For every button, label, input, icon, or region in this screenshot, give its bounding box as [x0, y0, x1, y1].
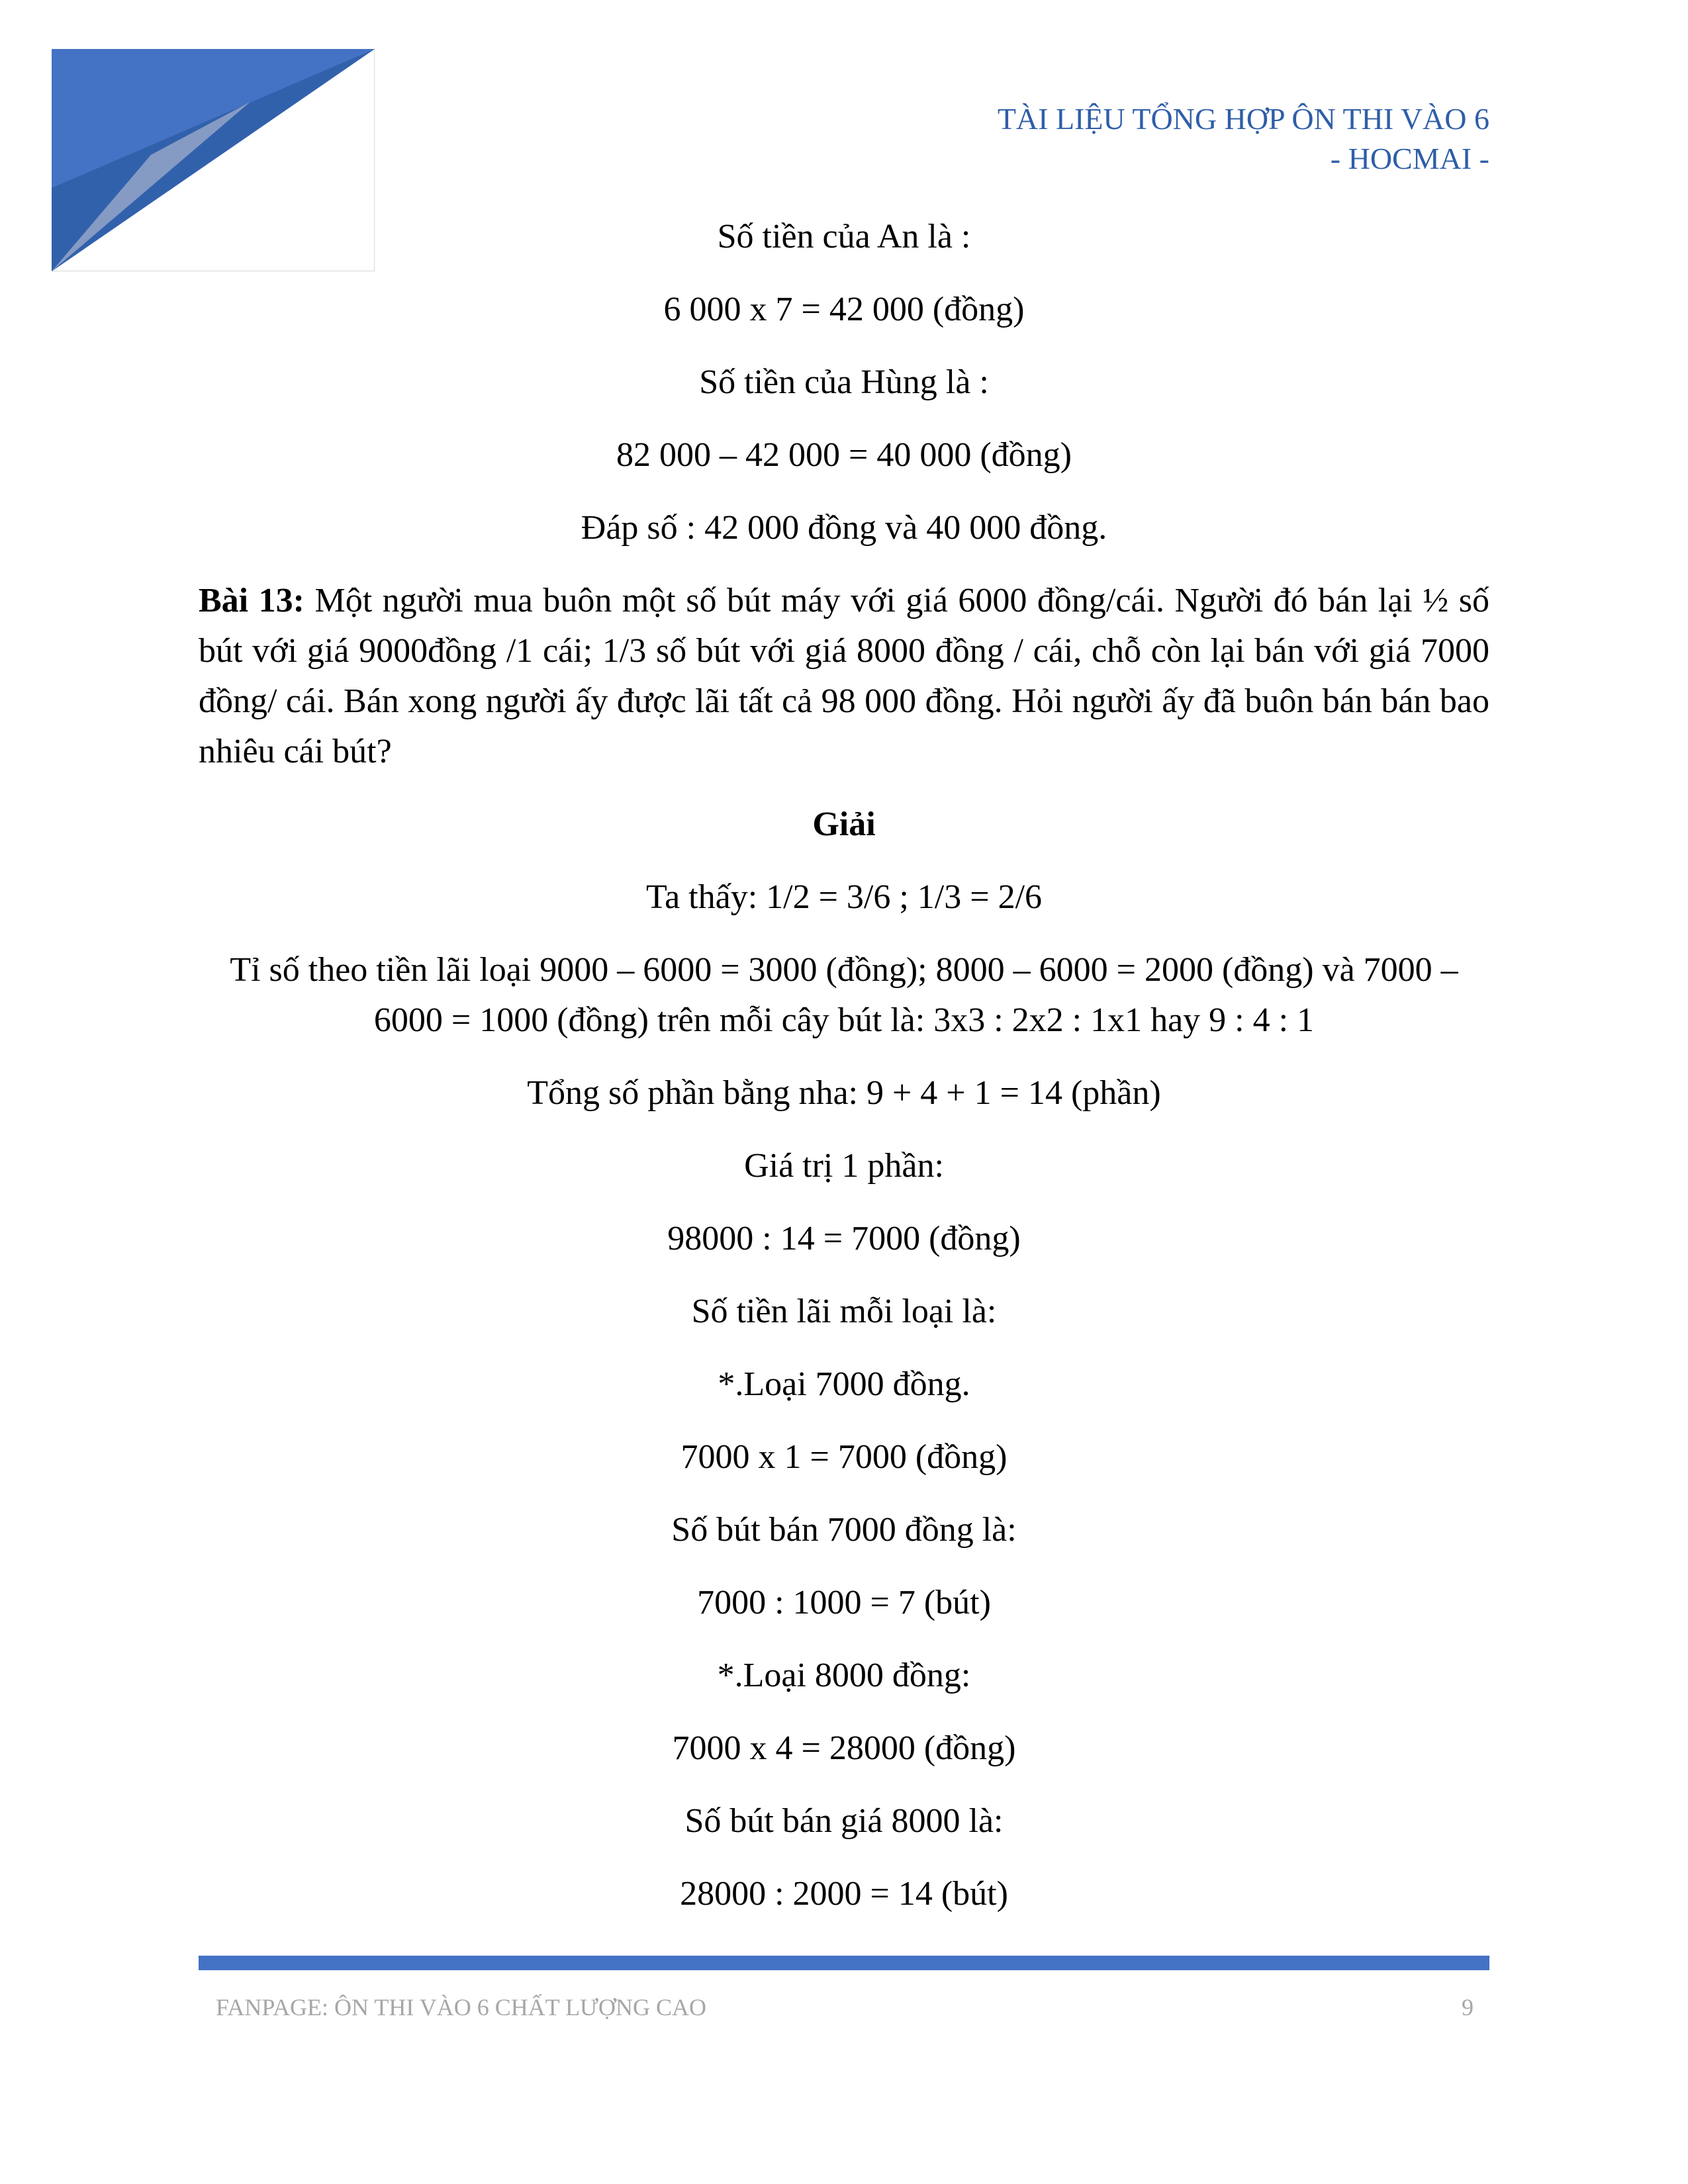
- text-line: Số tiền của An là :: [717, 218, 971, 255]
- solution-line: 7000 x 1 = 7000 (đồng): [680, 1438, 1008, 1476]
- solution-line: *.Loại 7000 đồng.: [718, 1365, 970, 1403]
- solution-line: Tổng số phần bằng nha: 9 + 4 + 1 = 14 (phần): [527, 1074, 1161, 1112]
- document-header: [998, 99, 1489, 179]
- solution-title: Giải: [812, 805, 876, 843]
- solution-line: 7000 : 1000 = 7 (bút): [697, 1584, 991, 1621]
- solution-line: Giá trị 1 phần:: [744, 1147, 944, 1185]
- problem-13: [199, 576, 1489, 777]
- page-footer: [216, 1991, 1474, 2024]
- solution-line: Ta thấy: 1/2 = 3/6 ; 1/3 = 2/6: [645, 878, 1043, 916]
- problem-label: Bài 13:: [199, 582, 305, 619]
- solution-line: *.Loại 8000 đồng:: [717, 1657, 971, 1694]
- solution-line: Số tiền lãi mỗi loại là:: [691, 1293, 997, 1330]
- solution-line: 28000 : 2000 = 14 (bút): [680, 1875, 1008, 1913]
- page-number: 9: [1462, 1994, 1474, 2021]
- problem-text: Một người mua buôn một số bút máy với giá 6000 đồng/cái. Người đó bán lại ½ số bút với giá 9000đồng /1 cái; 1/3 số bút với giá 8000 đồng / cái, chỗ còn lại bán với giá 7000 đồng/ cái. Bán xong người ấy được lãi tất cả 98 000 đồng. Hỏi người ấy đã buôn bán bán bao nhiêu cái bút?: [199, 582, 1489, 770]
- solution-line: Số bút bán 7000 đồng là:: [671, 1511, 1017, 1549]
- header-title: TÀI LIỆU TỔNG HỢP ÔN THI VÀO 6: [997, 102, 1489, 136]
- footer-divider: [199, 1956, 1489, 1970]
- solution-line: Số bút bán giá 8000 là:: [684, 1802, 1004, 1840]
- solution-line: 7000 x 4 = 28000 (đồng): [672, 1729, 1016, 1767]
- text-line: 82 000 – 42 000 = 40 000 (đồng): [616, 436, 1072, 474]
- answer-line: Đáp số : 42 000 đồng và 40 000 đồng.: [581, 509, 1107, 547]
- footer-text: FANPAGE: ÔN THI VÀO 6 CHẤT LƯỢNG CAO: [216, 1994, 706, 2021]
- text-line: 6 000 x 7 = 42 000 (đồng): [663, 291, 1025, 328]
- text-line: Số tiền của Hùng là :: [699, 363, 989, 401]
- header-subtitle: - HOCMAI -: [1330, 142, 1489, 175]
- page-content: [199, 212, 1489, 1942]
- solution-line: Tỉ số theo tiền lãi loại 9000 – 6000 = 3000 (đồng); 8000 – 6000 = 2000 (đồng) và 7000 – 6000 = 1000 (đồng) trên mỗi cây bút là: 3x3 : 2x2 : 1x1 hay 9 : 4 : 1: [230, 951, 1458, 1039]
- solution-line: 98000 : 14 = 7000 (đồng): [667, 1220, 1021, 1257]
